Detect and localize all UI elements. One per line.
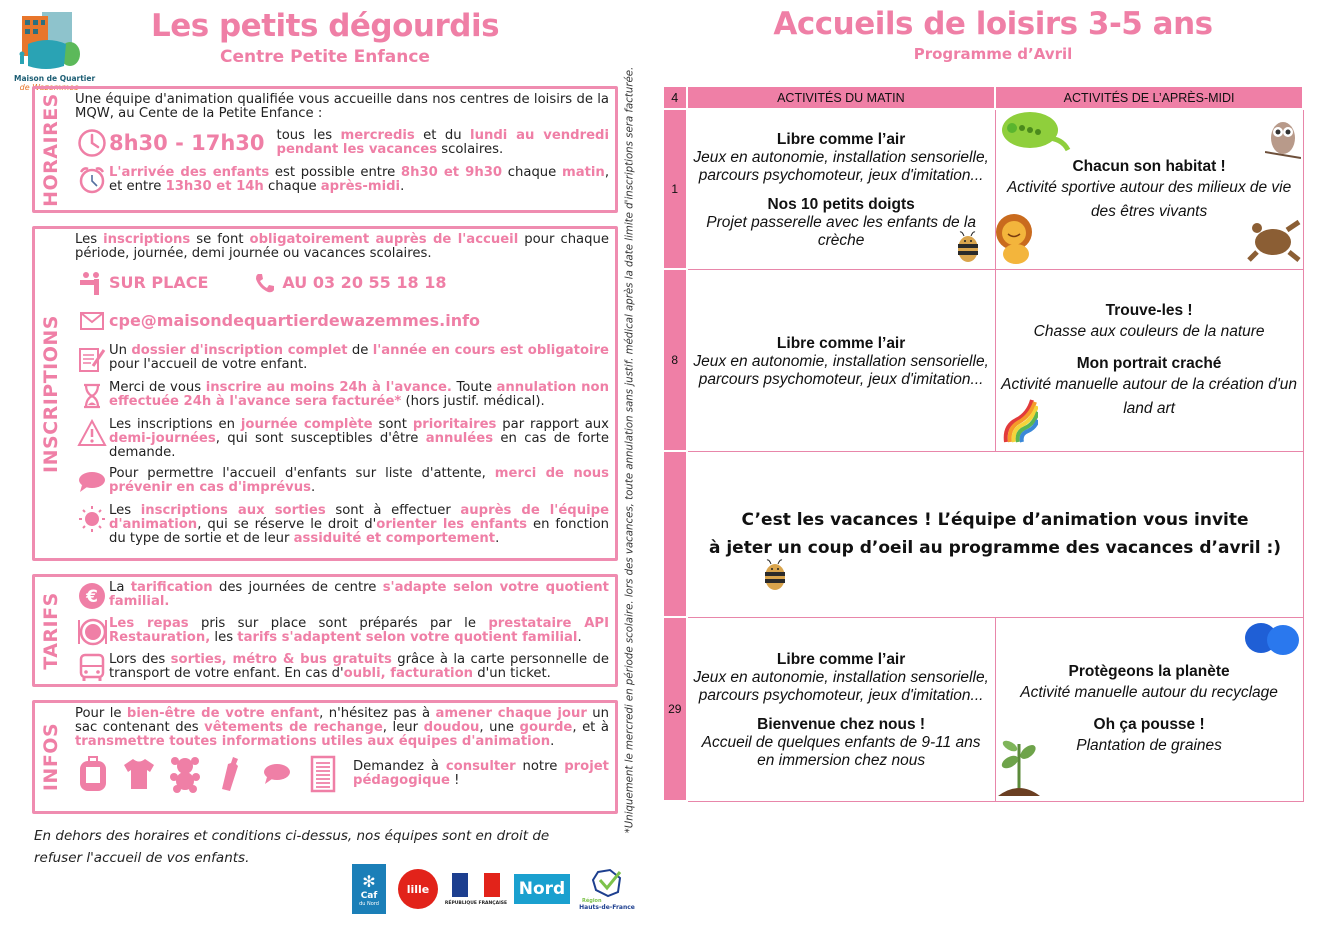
header-morning: ACTIVITÉS DU MATIN — [687, 86, 996, 109]
body-text: , leur — [382, 720, 424, 735]
body-text: Lors des — [109, 652, 171, 667]
svg-text:€: € — [86, 587, 98, 607]
body-text: tous les — [276, 128, 341, 143]
highlight-text: merci de nous prévenir en cas d'imprévus — [109, 466, 610, 495]
activity-description: Jeux en autonomie, installation sensorielle, parcours psychomoteur, jeux d'imitation... — [693, 352, 989, 388]
day-number: 8 — [663, 269, 687, 451]
inscription-item — [75, 504, 609, 546]
morning-cell — [687, 269, 996, 451]
activity-description: Activité manuelle autour du recyclage — [1020, 684, 1278, 701]
vacation-notice-line: C’est les vacances ! L’équipe d’animation vous invite — [741, 510, 1249, 530]
body-text: grâce à la carte personnelle de transport de votre enfant. En cas d' — [109, 652, 609, 681]
highlight-text: projet pédagogique — [353, 759, 609, 788]
body-text: (hors justif. médical). — [401, 394, 545, 409]
inscription-item-text — [109, 504, 609, 546]
activity — [692, 715, 991, 770]
highlight-text: dossier d'inscription complet — [131, 343, 348, 358]
section-label-tarifs: TARIFS — [40, 591, 62, 670]
tarifs-section — [32, 574, 618, 687]
body-text: sont à effectuer — [325, 503, 461, 518]
highlight-text: lundi au vendredi pendant les vacances — [276, 128, 610, 157]
activity — [1000, 662, 1299, 705]
body-text: est possible entre — [269, 165, 401, 180]
body-text: . — [577, 630, 582, 645]
highlight-text: bien-être de votre enfant — [126, 706, 320, 721]
highlight-text: après-midi — [320, 179, 401, 194]
highlight-text: vêtements de rechange — [204, 720, 383, 735]
notebook-icon — [305, 755, 341, 793]
hours-text — [277, 129, 609, 157]
section-label-horaires: HORAIRES — [40, 92, 63, 207]
highlight-text: L'arrivée des enfants — [109, 165, 270, 180]
highlight-text: tarifs s'adaptent selon votre quotient familial — [237, 630, 578, 645]
body-text: de — [347, 343, 373, 358]
vacation-notice-line: à jeter un coup d’oeil au programme des vacances d’avril :) — [708, 538, 1282, 558]
body-text: Toute — [451, 380, 497, 395]
highlight-text: obligatoirement auprès de l'accueil — [249, 232, 519, 247]
nord-logo: Nord — [514, 874, 570, 904]
program-title: Accueils de loisirs 3-5 ans — [773, 6, 1213, 42]
activity-title: Libre comme l’air — [776, 334, 906, 352]
program-row — [663, 269, 1303, 451]
activity-title: Libre comme l’air — [776, 131, 906, 149]
inscription-item-text — [109, 381, 609, 409]
body-text: Pour permettre l'accueil d'enfants sur liste d'attente, — [109, 466, 495, 481]
header-day: 4 — [663, 86, 687, 109]
speech-bubble-icon — [259, 755, 295, 793]
page-title: Les petits dégourdis — [150, 8, 500, 44]
hauts-de-france-logo: Région Hauts-de-France — [582, 864, 632, 914]
plate-icon — [75, 617, 109, 647]
highlight-text: matin — [561, 165, 605, 180]
section-label-inscriptions: INSCRIPTIONS — [40, 314, 62, 473]
sun-icon — [75, 504, 109, 534]
body-text: des journées de centre — [212, 580, 383, 595]
phone-icon — [248, 268, 282, 298]
activity-description: Chasse aux couleurs de la nature — [1033, 323, 1265, 340]
body-text: les — [210, 630, 238, 645]
highlight-text: transmettre toutes informations utiles aux équipes d'animation — [75, 734, 551, 749]
body-text: , et entre — [109, 165, 610, 194]
inscription-item — [75, 381, 609, 411]
activity — [1000, 301, 1299, 344]
body-text: d'un ticket. — [473, 666, 551, 681]
afternoon-cell — [995, 269, 1303, 451]
document-pen-icon — [75, 344, 109, 374]
day-number: 1 — [663, 109, 687, 269]
right-panel — [660, 0, 1326, 935]
page-subtitle: Centre Petite Enfance — [220, 47, 430, 67]
body-text: , n'hésitez pas à — [319, 706, 436, 721]
logo-text: Maison de Quartier — [14, 74, 96, 83]
activity-description: Jeux en autonomie, installation sensorielle, parcours psychomoteur, jeux d'imitation... — [693, 669, 989, 704]
infos-section — [32, 700, 618, 814]
body-text: , qui se réserve le droit d' — [197, 517, 377, 532]
highlight-text: s'adapte selon votre quotient familial. — [109, 580, 609, 609]
body-text: . — [550, 734, 555, 749]
body-text: . — [495, 531, 500, 546]
inscription-item-text — [109, 344, 609, 372]
program-table — [662, 85, 1304, 802]
activity-title: Protègeons la planète — [1068, 663, 1230, 680]
highlight-text: amener chaque jour — [435, 706, 587, 721]
body-text: se font — [190, 232, 250, 247]
alarm-clock-icon — [75, 165, 109, 195]
hourglass-icon — [75, 381, 109, 411]
day-number: 29 — [663, 617, 687, 801]
horaires-intro: Une équipe d'animation qualifiée vous accueille dans nos centres de loisirs de la MQW, au Cente de la Petite Enfance : — [75, 92, 609, 121]
highlight-text: sorties, métro & bus gratuits — [170, 652, 392, 667]
afternoon-cell — [995, 617, 1303, 801]
sprout-illustration — [996, 726, 1042, 801]
body-text: scolaires. — [437, 142, 504, 157]
highlight-text: Les repas — [109, 616, 189, 631]
euro-icon — [75, 581, 109, 611]
body-text: Les inscriptions en — [109, 417, 241, 432]
highlight-text: demi-journées — [109, 431, 216, 446]
body-text: Les — [109, 503, 141, 518]
morning-cell — [687, 617, 996, 801]
caf-logo: ✻ Caf du Nord — [352, 864, 386, 914]
activity-title: Nos 10 petits doigts — [767, 196, 915, 214]
infos-intro — [75, 707, 609, 749]
clock-icon — [75, 128, 109, 158]
partner-logos — [352, 864, 635, 914]
day-number — [663, 451, 687, 617]
envelope-icon — [75, 306, 109, 336]
body-text: par rapport aux — [496, 417, 609, 432]
highlight-text: inscriptions aux sorties — [140, 503, 326, 518]
rainbow-illustration — [1002, 398, 1038, 449]
activity-description: Plantation de graines — [1076, 737, 1222, 754]
activity-description: Jeux en autonomie, installation sensorielle, parcours psychomoteur, jeux d'imitation... — [693, 149, 989, 185]
tarif-item — [75, 653, 609, 683]
body-text: pris sur place sont préparés par le — [188, 616, 489, 631]
body-text: chaque — [502, 165, 562, 180]
body-text: notre — [515, 759, 565, 774]
activity-title: Mon portrait craché — [1076, 355, 1222, 372]
activity — [1000, 157, 1299, 224]
highlight-text: orienter les enfants — [376, 517, 528, 532]
body-text: , une — [479, 720, 520, 735]
email-link[interactable]: cpe@maisondequartierdewazemmes.info — [109, 311, 481, 330]
body-text: Demandez à — [353, 759, 446, 774]
inscription-item — [75, 418, 609, 460]
body-text: ! — [449, 773, 460, 788]
horaires-section — [32, 86, 618, 213]
body-text: en fonction du type de sortie et de leur — [109, 517, 609, 546]
tshirt-icon — [121, 755, 157, 793]
maison-de-quartier-logo — [14, 10, 96, 92]
highlight-text: tarification — [130, 580, 213, 595]
inscription-item-text — [109, 467, 609, 495]
program-row — [663, 617, 1303, 801]
projet-pedagogique-text — [353, 760, 609, 788]
bottle-icon — [213, 755, 249, 793]
inscription-item — [75, 467, 609, 497]
afternoon-cell — [995, 109, 1303, 269]
activity — [692, 650, 991, 705]
arrival-text — [109, 166, 609, 194]
body-text: et du — [414, 128, 471, 143]
owl-illustration — [1265, 116, 1301, 165]
body-text: pour l'accueil de votre enfant. — [109, 357, 308, 372]
highlight-text: inscrire au moins 24h à l'avance. — [205, 380, 452, 395]
sur-place-label: SUR PLACE — [109, 273, 209, 292]
body-text: . — [400, 179, 405, 194]
activity-description: Activité sportive autour des milieux de vie des êtres vivants — [1006, 178, 1292, 220]
body-text: , et à — [572, 720, 609, 735]
highlight-text: assiduité et comportement — [293, 531, 496, 546]
bus-icon — [75, 653, 109, 683]
highlight-text: 13h30 et 14h — [165, 179, 264, 194]
caterpillar-leaf-illustration — [1000, 108, 1072, 161]
bee-illustration — [955, 230, 981, 269]
body-text: Pour le — [75, 706, 127, 721]
bottle-caps-illustration — [1243, 620, 1301, 663]
body-text: La — [109, 580, 131, 595]
body-text: . — [310, 480, 316, 495]
activity — [1000, 715, 1299, 758]
body-text: Merci de vous — [109, 380, 206, 395]
highlight-text: 8h30 et 9h30 — [400, 165, 503, 180]
program-subtitle: Programme d’Avril — [913, 45, 1073, 63]
body-text: Les — [75, 232, 104, 247]
highlight-text: auprès de l'équipe d'animation — [109, 503, 610, 532]
tarif-item-text — [109, 617, 609, 645]
footnote-side: *Uniquement le mercredi en période scolaire. lors des vacances, toute annulation sans justif. médical après la date limite d'inscriptions sera facturée. — [624, 66, 636, 834]
highlight-text: inscriptions — [103, 232, 191, 247]
highlight-text: doudou — [423, 720, 480, 735]
highlight-text: mercredis — [340, 128, 415, 143]
highlight-text: consulter — [445, 759, 516, 774]
bee-illustration — [762, 558, 788, 597]
tarif-item-text — [109, 581, 609, 609]
logo-subtext: de Wazemmes — [19, 83, 79, 92]
program-row — [663, 109, 1303, 269]
teddy-bear-icon — [167, 755, 203, 793]
highlight-text: annulation non effectuée 24h à l'avance sera facturée* — [109, 380, 609, 409]
turtle-illustration — [1247, 218, 1301, 267]
body-text: chaque — [263, 179, 321, 194]
activity-title: Oh ça pousse ! — [1093, 716, 1205, 733]
tarif-item — [75, 581, 609, 611]
backpack-icon — [75, 755, 111, 793]
inscriptions-intro — [75, 233, 609, 261]
highlight-text: oubli, facturation — [343, 666, 474, 681]
activity — [1000, 354, 1299, 421]
highlight-text: annulées — [425, 431, 494, 446]
tarif-item-text — [109, 653, 609, 681]
opening-hours: 8h30 - 17h30 — [109, 131, 265, 155]
highlight-text: prioritaires — [412, 417, 497, 432]
body-text: sont — [372, 417, 413, 432]
highlight-text: l'année en cours est obligatoire — [372, 343, 609, 358]
reception-desk-icon — [75, 268, 109, 298]
body-text: un sac contenant des — [75, 706, 609, 735]
section-label-infos: INFOS — [40, 722, 63, 792]
body-text: pour chaque période, journée, demi journée ou vacances scolaires. — [75, 232, 609, 261]
body-text: en cas de forte demande. — [109, 431, 610, 460]
header-afternoon: ACTIVITÉS DE L’APRÈS-MIDI — [995, 86, 1303, 109]
body-text: Un — [109, 343, 132, 358]
activity-description: Activité manuelle autour de la création d'un land art — [1001, 376, 1298, 417]
vacation-notice — [687, 451, 1303, 617]
activity-title: Trouve-les ! — [1105, 302, 1193, 319]
footer-note: En dehors des horaires et conditions ci-dessus, nos équipes sont en droit de refuser l'accueil de vos enfants. — [34, 828, 550, 866]
activity — [692, 334, 991, 389]
inscription-item — [75, 344, 609, 374]
highlight-text: journée complète — [240, 417, 373, 432]
morning-cell — [687, 109, 996, 269]
lille-logo: lille — [398, 869, 438, 909]
activity-title: Bienvenue chez nous ! — [757, 716, 926, 733]
inscriptions-section — [32, 226, 618, 561]
warning-icon — [75, 418, 109, 448]
activity-title: Libre comme l’air — [776, 651, 906, 668]
highlight-text: prestataire API Restauration, — [109, 616, 610, 645]
body-text: , qui sont susceptibles d'être — [215, 431, 426, 446]
program-row — [663, 451, 1303, 617]
left-panel — [0, 0, 655, 935]
activity — [692, 130, 991, 185]
lion-illustration — [992, 212, 1038, 271]
activity-title: Chacun son habitat ! — [1072, 157, 1226, 175]
phone-number[interactable]: AU 03 20 55 18 18 — [282, 273, 447, 292]
activity-description: Projet passerelle avec les enfants de la crèche — [706, 214, 976, 250]
activity-description: Accueil de quelques enfants de 9-11 ans en immersion chez nous — [701, 734, 981, 769]
activity — [692, 195, 991, 250]
speech-bubble-icon — [75, 467, 109, 497]
republique-francaise-logo: RÉPUBLIQUE FRANÇAISE — [450, 868, 502, 910]
tarif-item — [75, 617, 609, 647]
inscription-item-text — [109, 418, 609, 460]
table-header-row — [663, 86, 1303, 109]
highlight-text: gourde — [519, 720, 573, 735]
